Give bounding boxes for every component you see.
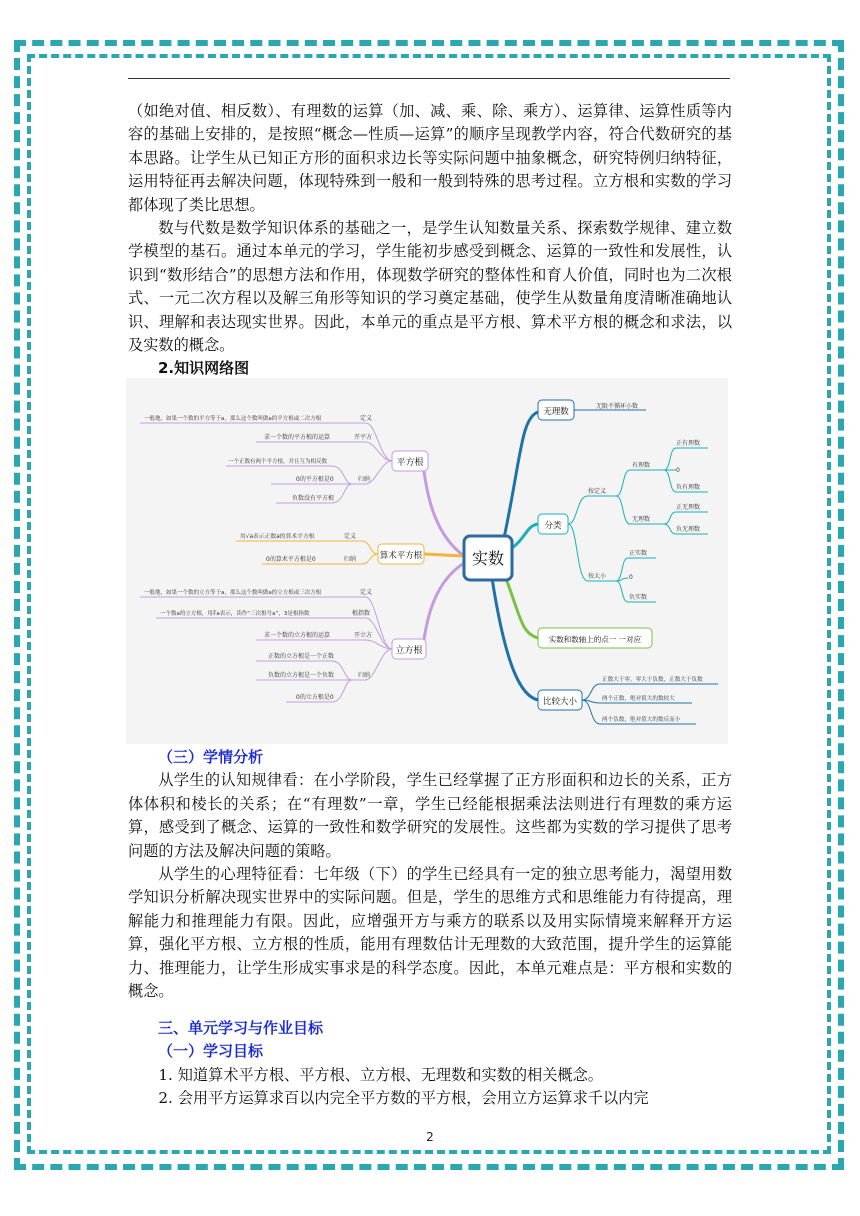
arith-fact-tag: 归纳 xyxy=(344,556,357,563)
node-compare: 比较大小 xyxy=(542,697,578,707)
cube-fact-tag: 归纳 xyxy=(358,672,371,679)
cube-fact-2: 负数的立方根是一个负数 xyxy=(268,672,335,679)
rational-positive: 正有理数 xyxy=(676,440,701,447)
compare-rule-3: 两个负数，绝对值大的数反而小 xyxy=(602,717,681,723)
arith-fact-text: 0的算术平方根是0 xyxy=(266,556,316,563)
sqrt-def-tag: 定义 xyxy=(360,415,373,422)
arith-def-tag: 定义 xyxy=(344,533,357,540)
cube-index-text: 一个数a的立方根，用∛a表示，读作“三次根号a”，3是根指数 xyxy=(160,611,310,617)
page-number: 2 xyxy=(426,1130,434,1144)
size-zero: 0 xyxy=(629,574,633,581)
section-heading-goal: （一）学习目标 xyxy=(158,1042,264,1061)
sqrt-def-text: 一般地，如果一个数的平方等于a，那么这个数叫做a的平方根或二次方根 xyxy=(144,416,322,422)
cube-index-tag: 根指数 xyxy=(352,610,371,617)
cube-fact-3: 0的立方根是0 xyxy=(296,694,334,701)
mindmap-center: 实数 xyxy=(471,549,505,568)
sqrt-fact-1: 一个正数有两个平方根，并且互为相反数 xyxy=(228,459,328,465)
paragraph-continuation: （如绝对值、相反数）、有理数的运算（加、减、乘、除、乘方）、运算律、运算性质等内容的基础上安排的，是按照“概念—性质—运算”的顺序呈现教学内容，符合代数研究的基本思路。让学生从已知正方形的面积求边长等实际问题中抽象概念，研究特例归纳特征，运用特征再去解决问题，体现特殊到一般和一般到特殊的思考过程。立方根和实数的学习都体现了类比思想。 xyxy=(128,102,732,214)
paragraph-importance: 数与代数是数学知识体系的基础之一，是学生认知数量关系、探索数学规律、建立数学模型的基石。通过本单元的学习，学生能初步感受到概念、运算的一致性和发展性，认识到“数形结合”的思想方法和作用，体现数学研究的整体性和育人价值，同时也为二次根式、一元二次方程以及解三角形等知识的学习奠定基础，使学生从数量角度清晰准确地认识、理解和表达现实世界。因此，本单元的重点是平方根、算术平方根的概念和求法，以及实数的概念。 xyxy=(128,219,732,355)
rational-zero: 0 xyxy=(676,467,680,474)
classify-irrational: 无理数 xyxy=(632,516,651,523)
cube-def-tag: 定义 xyxy=(360,589,373,596)
node-classify: 分类 xyxy=(544,521,562,531)
goal-item-2: 2. 会用平方运算求百以内完全平方数的平方根，会用立方运算求千以内完 xyxy=(158,1089,649,1108)
size-positive: 正实数 xyxy=(629,550,648,557)
node-number-line: 实数和数轴上的点一 一对应 xyxy=(548,635,642,644)
compare-rule-2: 两个正数，绝对值大的数较大 xyxy=(602,696,675,702)
node-cube-root: 立方根 xyxy=(395,646,423,656)
section-heading-analysis: （三）学情分析 xyxy=(158,748,264,766)
arith-def-text: 用√a表示正数a的算术平方根 xyxy=(240,534,315,540)
knowledge-mindmap xyxy=(126,378,728,744)
classify-by-size: 按大小 xyxy=(588,573,607,580)
cube-fact-1: 正数的立方根是一个正数 xyxy=(268,653,335,660)
node-arith-root: 算术平方根 xyxy=(379,551,423,561)
cube-def-text: 一般地，如果一个数的立方等于a，那么这个数叫做a的立方根或三次方根 xyxy=(144,590,322,596)
paragraph-cognition: 从学生的认知规律看：在小学阶段，学生已经掌握了正方形面积和边长的关系，正方体体积和棱长的关系；在“有理数”一章，学生已经能根据乘法法则进行有理数的乘方运算，感受到了概念、运算的一致性和数学研究的发展性。这些都为实数的学习提供了思考问题的方法及解决问题的策略。 xyxy=(128,771,732,860)
irrational-def: 无限不循环小数 xyxy=(596,403,639,410)
section-heading-three: 三、单元学习与作业目标 xyxy=(158,1019,324,1037)
sqrt-fact-2: 0的平方根是0 xyxy=(296,476,334,483)
classify-by-definition: 按定义 xyxy=(588,488,607,495)
page-content xyxy=(128,100,732,381)
cube-op-text: 求一个数的立方根的运算 xyxy=(264,632,331,639)
paragraph-psychology: 从学生的心理特征看：七年级（下）的学生已经具有一定的独立思考能力，渴望用数学知识分析解决现实世界中的实际问题。但是，学生的思维方式和思维能力有待提高，理解能力和推理能力有限。因此，应增强开方与乘方的联系以及用实际情境来解释开方运算，强化平方根、立方根的性质，能用有理数估计无理数的大致范围，提升学生的运算能力、推理能力，让学生形成实事求是的科学态度。因此，本单元难点是：平方根和实数的概念。 xyxy=(128,865,732,1001)
goals-section xyxy=(128,1017,732,1111)
header-rule xyxy=(128,78,730,79)
goal-item-1: 1. 知道算术平方根、平方根、立方根、无理数和实数的相关概念。 xyxy=(158,1065,603,1084)
node-square-root: 平方根 xyxy=(396,458,424,468)
rational-negative: 负有理数 xyxy=(676,484,701,491)
mindmap-heading: 2.知识网络图 xyxy=(158,359,250,378)
analysis-section xyxy=(128,746,732,1003)
size-negative: 负实数 xyxy=(629,594,648,601)
sqrt-op-tag: 开平方 xyxy=(354,434,373,441)
cube-op-tag: 开立方 xyxy=(354,632,373,639)
classify-rational: 有理数 xyxy=(632,462,651,469)
compare-rule-1: 正数大于零，零大于负数，正数大于负数 xyxy=(602,677,703,683)
sqrt-fact-3: 负数没有平方根 xyxy=(292,495,335,502)
sqrt-op-text: 求一个数的平方根的运算 xyxy=(264,434,331,441)
irrational-negative: 负无理数 xyxy=(676,526,701,533)
node-irrational: 无理数 xyxy=(543,407,569,417)
irrational-positive: 正无理数 xyxy=(676,504,701,511)
sqrt-fact-tag: 归纳 xyxy=(358,476,371,483)
